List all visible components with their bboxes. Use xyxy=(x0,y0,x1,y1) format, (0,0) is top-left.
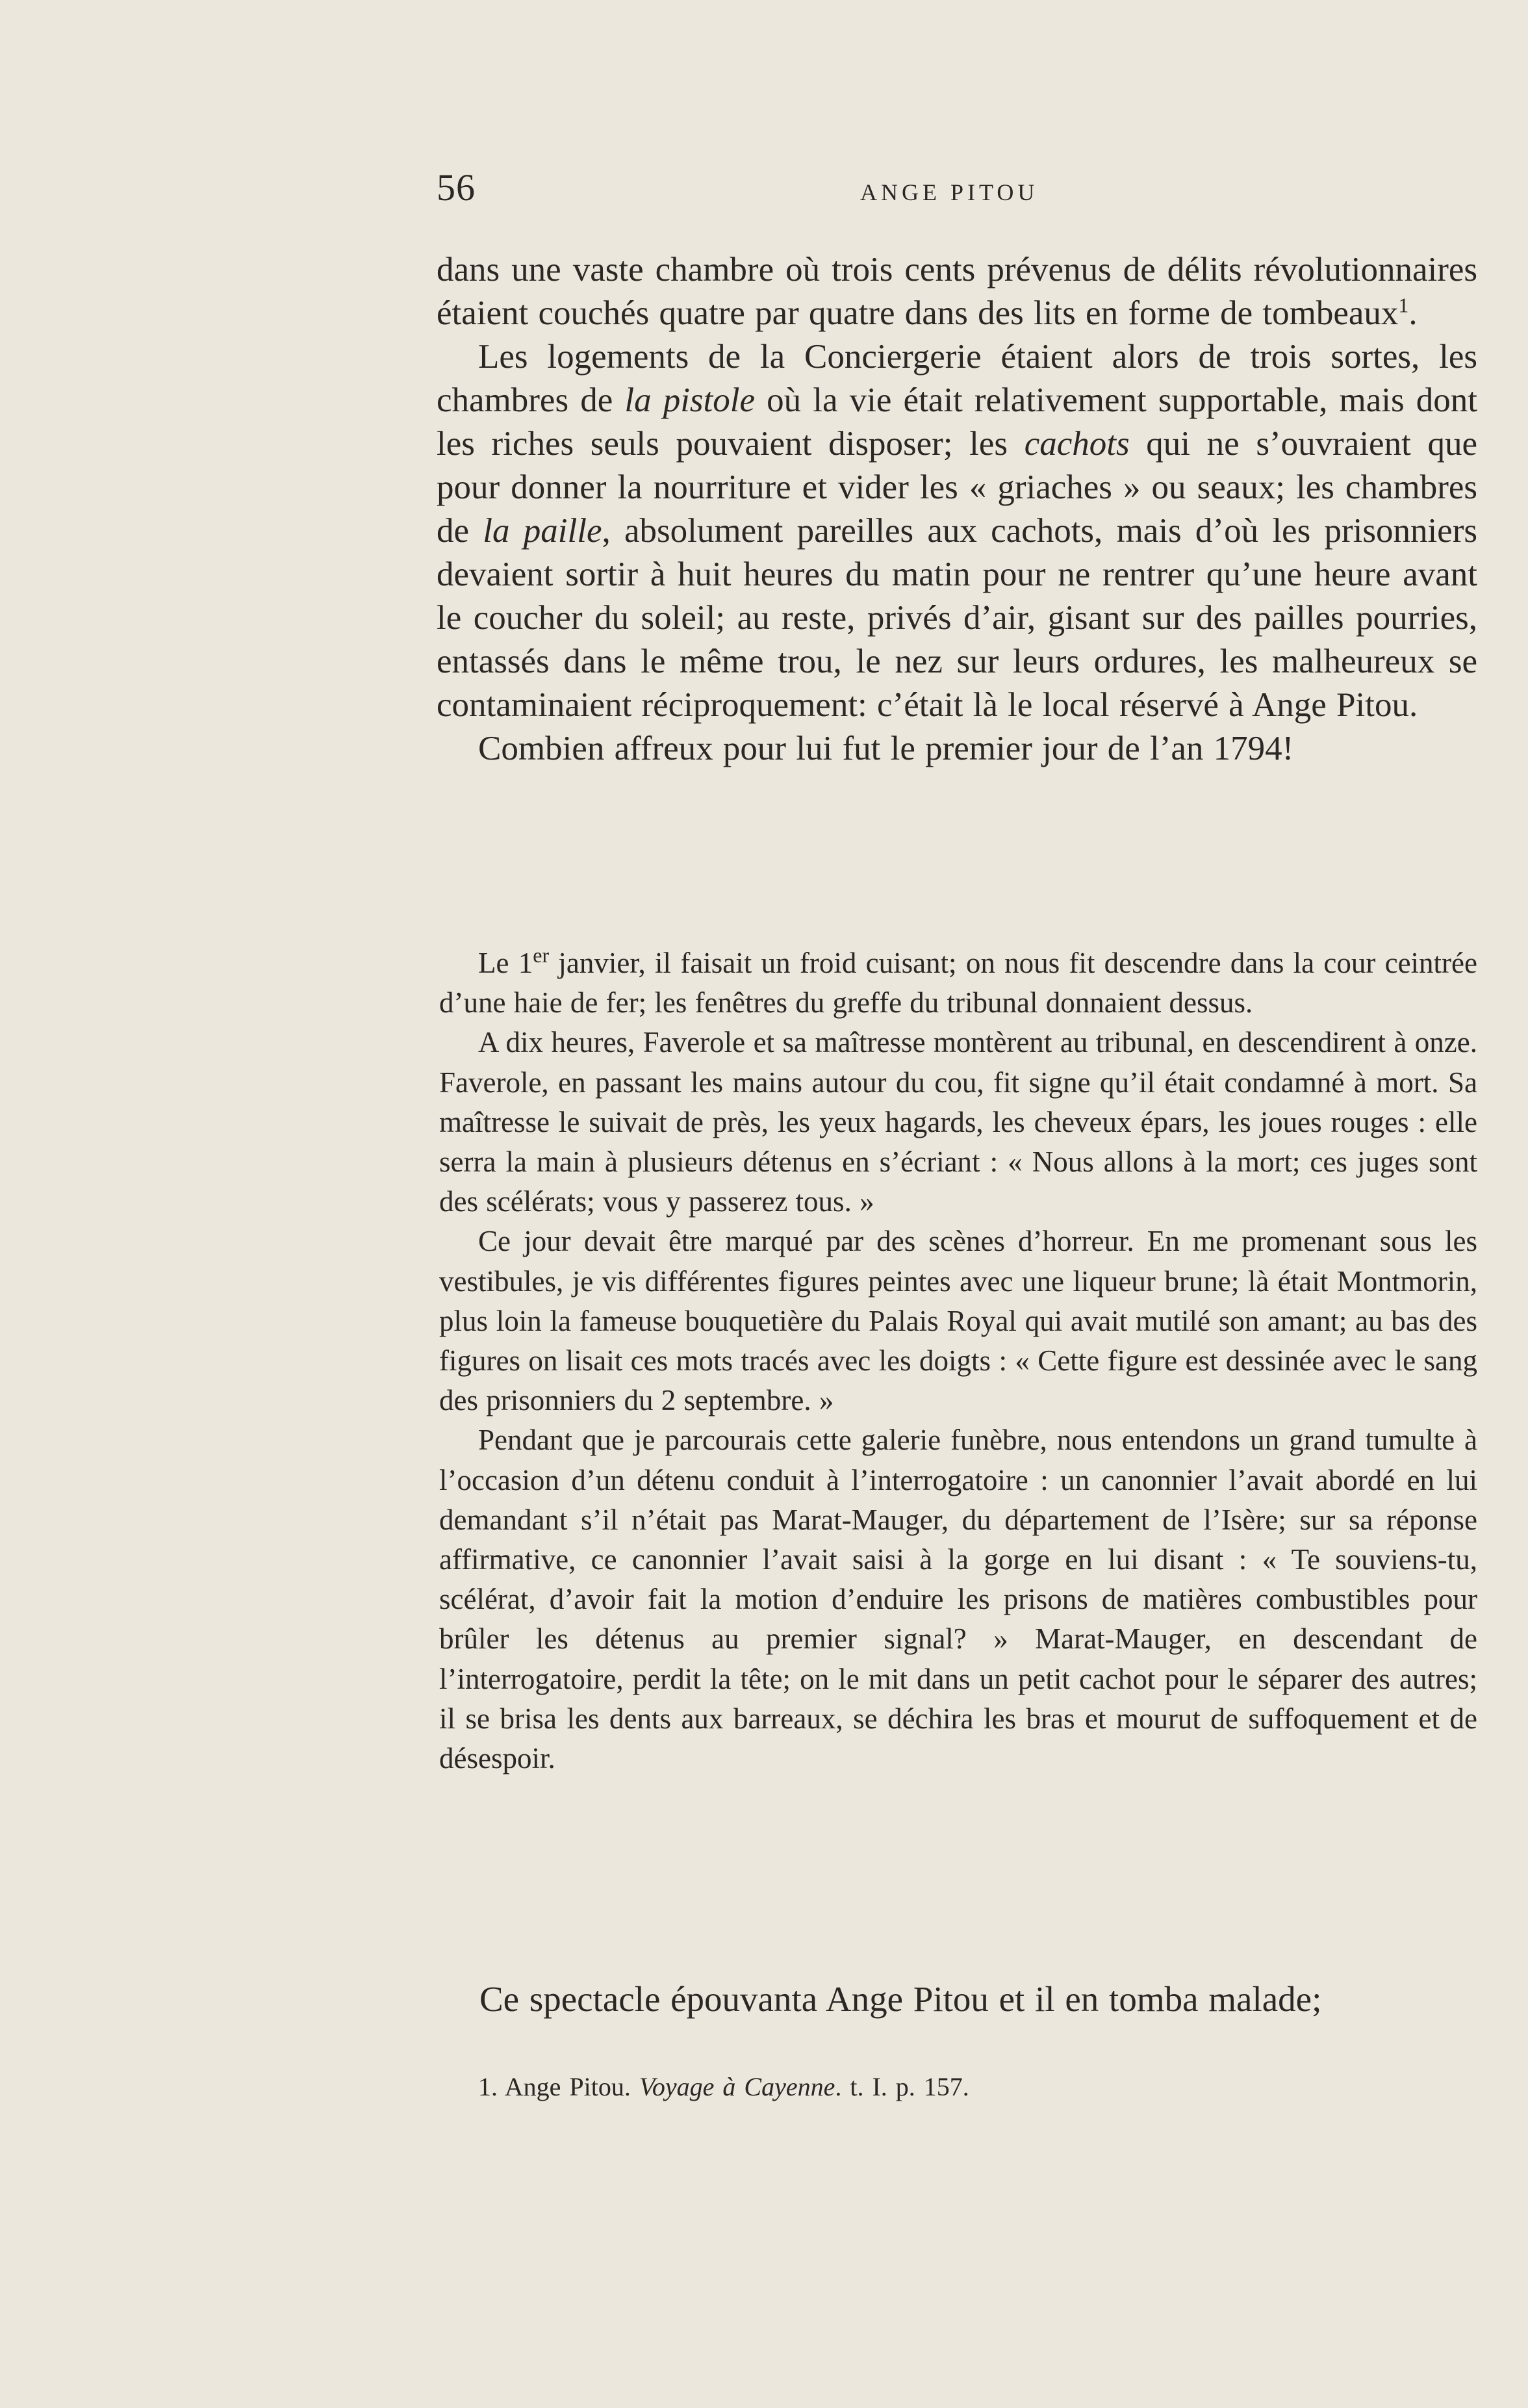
paragraph-2-part-3: qui ne s’ouvraient que pour donner la nourriture et vider les « griaches » ou seaux; les chambres de xyxy=(437,425,1477,550)
quote-paragraph-1-rest: janvier, il faisait un froid cuisant; on nous fit descendre dans la cour ceintrée d’une haie de fer; les fenêtres du greffe du tribunal donnaient dessus. xyxy=(439,947,1477,1019)
page-header xyxy=(437,166,1476,218)
quote-paragraph-1-start: Le xyxy=(478,947,518,979)
italic-la-paille: la paille xyxy=(483,512,602,550)
footnote xyxy=(478,2068,1453,2107)
closing-paragraph: Ce spectacle épouvanta Ange Pitou et il en tomba malade; xyxy=(479,1979,1322,2019)
quote-paragraph-4: Pendant que je parcourais cette galerie funèbre, nous entendons un grand tumulte à l’occasion d’un détenu conduit à l’interrogatoire : un canonnier l’avait abordé en lui demandant s’il n’était pas Marat-Mauger, du département de l’Isère; sur sa réponse affirmative, ce canonnier l’avait saisi à la gorge en lui disant : « Te souviens-tu, scélérat, d’avoir fait la motion d’enduire les prisons de matières combustibles pour brûler les détenus au premier signal? » Marat-Mauger, en descendant de l’interrogatoire, perdit la tête; on le mit dans un petit cachot pour le séparer des autres; il se brisa les dents aux barreaux, se déchira les bras et mourut de suffoquement et de désespoir. xyxy=(439,1424,1477,1775)
italic-la-pistole: la pistole xyxy=(624,381,756,419)
paragraph-2-part-2: où la vie était relativement supportable, mais dont les riches seuls pouvaient disposer; les xyxy=(437,381,1477,463)
quoted-passage xyxy=(439,943,1477,1778)
paragraph-3 xyxy=(437,727,1477,771)
quote-paragraph-3: Ce jour devait être marqué par des scènes d’horreur. En me promenant sous les vestibules, je vis différentes figures peintes avec une liqueur brune; là était Montmorin, plus loin la fameuse bouquetière du Palais Royal qui avait mutilé son amant; au bas des figures on lisait ces mots tracés avec les doigts : « Cette figure est dessinée avec le sang des prisonniers du 2 septembre. » xyxy=(439,1225,1477,1417)
paragraph-2-part-4: , absolument pareilles aux cachots, mais d’où les prisonniers devaient sortir à huit heures du matin pour ne rentrer qu’une heure avant le coucher du soleil; au reste, privés d’air, gisant sur des pailles pourries, entassés dans le même trou, le nez sur leurs ordures, les malheureux se contaminaient réciproquement: c’était là le local réservé à Ange Pitou. xyxy=(437,512,1477,724)
footnote-author: Ange Pitou. xyxy=(498,2072,639,2101)
ordinal-suffix: er xyxy=(533,943,550,967)
paragraph-1-text: dans une vaste chambre où trois cents prévenus de délits révolutionnaires étaient couchés quatre par quatre dans des lits en forme de tombeaux xyxy=(437,251,1477,332)
footnote-reference: . t. I. p. 157. xyxy=(835,2072,969,2101)
italic-cachots: cachots xyxy=(1024,425,1130,463)
paragraph-2 xyxy=(437,335,1477,727)
quote-paragraph-2: A dix heures, Faverole et sa maîtresse montèrent au tribunal, en descendirent à onze. Faverole, en passant les mains autour du cou, fit signe qu’il était condamné à mort. Sa maîtresse le suivait de près, les yeux hagards, les cheveux épars, les joues rouges : elle serra la main à plusieurs détenus en s’écriant : « Nous allons à la mort; ces juges sont des scélérats; vous y passerez tous. » xyxy=(439,1026,1477,1218)
paragraph-3-text: Combien affreux pour lui fut le premier jour de l’an 1794! xyxy=(478,730,1294,767)
running-title: ANGE PITOU xyxy=(860,179,1039,205)
main-text xyxy=(437,248,1477,771)
page-number: 56 xyxy=(437,166,476,209)
footnote-marker: 1 xyxy=(1398,293,1409,317)
footnote-title: Voyage à Cayenne xyxy=(639,2072,835,2101)
closing-text xyxy=(438,1977,1477,2022)
paragraph-1 xyxy=(437,248,1477,335)
quote-paragraph-1 xyxy=(439,943,1477,1023)
paragraph-1-end: . xyxy=(1408,294,1418,332)
footnote-number: 1. xyxy=(478,2072,498,2101)
quote-paragraph-1-day: 1 xyxy=(518,947,533,979)
paragraph-2-part-1: Les logements de la Conciergerie étaient alors de trois sortes, les chambres de xyxy=(437,338,1477,419)
